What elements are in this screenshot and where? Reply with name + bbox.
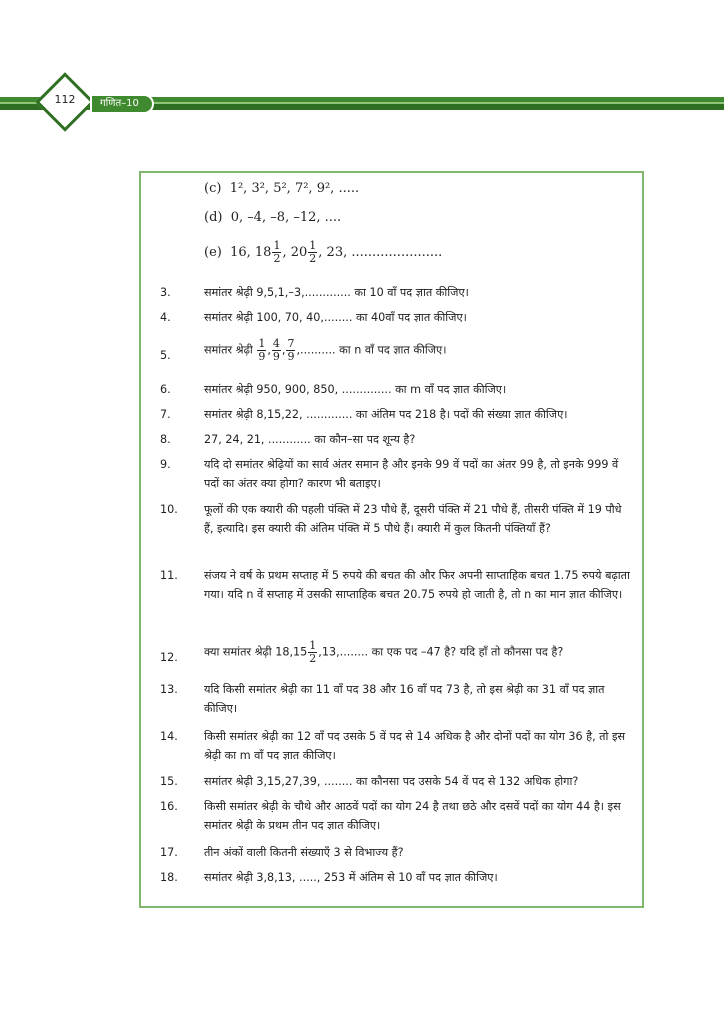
question-text: समांतर श्रेढ़ी 950, 900, 850, .............. का m वाँ पद ज्ञात कीजिए। <box>204 383 507 396</box>
question-11 <box>160 566 630 604</box>
question-16 <box>160 797 630 835</box>
book-title-tab: गणित–10 <box>90 94 154 114</box>
question-text: फूलों की एक क्यारी की पहली पंक्ति में 23 पौधे हैं, दूसरी पंक्ति में 21 पौधे हैं, तीसरी पंक्ति में 19 पौधे हैं, इत्यादि। इस क्यारी की अंतिम पंक्ति में 5 पौधे हैं। क्यारी में कुल कितनी पंक्तियाँ हैं? <box>204 503 622 535</box>
question-number: 18. <box>160 871 178 884</box>
question-text: समांतर श्रेढ़ी 100, 70, 40,........ का 40वाँ पद ज्ञात कीजिए। <box>204 311 467 324</box>
question-number: 14. <box>160 730 178 743</box>
question-number: 12. <box>160 651 178 664</box>
question-15 <box>160 772 630 791</box>
question-number: 15. <box>160 775 178 788</box>
question-3 <box>160 283 630 302</box>
fraction: $\frac{4}{9}$ <box>272 337 280 363</box>
fraction: $\frac{1}{2}$ <box>309 639 317 665</box>
question-number: 16. <box>160 800 178 813</box>
question-number: 4. <box>160 311 171 324</box>
question-number: 5. <box>160 349 171 362</box>
question-text: संजय ने वर्ष के प्रथम सप्ताह में 5 रुपये की बचत की और फिर अपनी साप्ताहिक बचत 1.75 रुपये बढ़ाता गया। यदि n वें सप्ताह में उसकी साप्ताहिक बचत 20.75 रुपये हो जाती है, तो n का मान ज्ञात कीजिए। <box>204 569 630 601</box>
question-number: 11. <box>160 569 178 582</box>
expr-mid: , 20 <box>282 245 308 260</box>
question-text: समांतर श्रेढ़ी 8,15,22, ............. का अंतिम पद 218 है। पदों की संख्या ज्ञात कीजिए। <box>204 408 568 421</box>
question-4 <box>160 308 630 327</box>
question-text: 27, 24, 21, ............ का कौन–सा पद शून्य है? <box>204 433 416 446</box>
question-text: समांतर श्रेढ़ी 3,15,27,39, ........ का कौनसा पद उसके 54 वें पद से 132 अधिक होगा? <box>204 775 579 788</box>
question-12 <box>160 640 630 665</box>
expr-lead: 16, 18 <box>230 245 272 260</box>
subpart-d <box>204 210 341 225</box>
question-text: समांतर श्रेढ़ी $\frac{1}{9}$ , $\frac{4}{9}$ , $\frac{7}{9}$ ,.......... का n वाँ पद ज्ञात कीजिए। <box>204 337 447 363</box>
fraction: $\frac{1}{2}$ <box>273 239 281 265</box>
fraction: $\frac{7}{9}$ <box>287 337 295 363</box>
question-text: क्या समांतर श्रेढ़ी 18,15 $\frac{1}{2}$ ,13,........ का एक पद –47 है? यदि हाँ तो कौनसा पद है? <box>204 639 564 665</box>
question-number: 13. <box>160 683 178 696</box>
question-14 <box>160 727 630 765</box>
question-6 <box>160 380 630 399</box>
question-number: 9. <box>160 458 171 471</box>
question-text: तीन अंकों वाली कितनी संख्याएँ 3 से विभाज्य हैं? <box>204 846 404 859</box>
subpart-expression: 1², 3², 5², 7², 9², ..... <box>229 181 360 196</box>
question-number: 8. <box>160 433 171 446</box>
question-text: किसी समांतर श्रेढ़ी के चौथे और आठवें पदों का योग 24 है तथा छठे और दसवें पदों का योग 44 है। इस समांतर श्रेढ़ी के प्रथम तीन पद ज्ञात कीजिए। <box>204 800 621 832</box>
question-number: 17. <box>160 846 178 859</box>
subpart-e <box>204 240 442 265</box>
question-text: समांतर श्रेढ़ी 3,8,13, ....., 253 में अंतिम से 10 वाँ पद ज्ञात कीजिए। <box>204 871 498 884</box>
question-10 <box>160 500 630 538</box>
question-text: किसी समांतर श्रेढ़ी का 12 वाँ पद उसके 5 वें पद से 14 अधिक है और दोनों पदों का योग 36 है, तो इस श्रेढ़ी का m वाँ पद ज्ञात कीजिए। <box>204 730 626 762</box>
expr-tail: , 23, ...................... <box>318 245 443 260</box>
subpart-expression: 0, –4, –8, –12, .... <box>230 210 342 225</box>
subpart-label: (e) <box>204 245 222 260</box>
question-8 <box>160 430 630 449</box>
question-text: यदि दो समांतर श्रेढ़ियों का सार्व अंतर समान है और इनके 99 वें पदों का अंतर 99 है, तो इनके 999 वें पदों का अंतर क्या होगा? कारण भी बताइए। <box>204 458 619 490</box>
page-number: 112 <box>54 93 76 106</box>
subpart-c <box>204 181 359 196</box>
question-17 <box>160 843 630 862</box>
fraction: $\frac{1}{9}$ <box>258 337 266 363</box>
question-9 <box>160 455 630 493</box>
question-text: समांतर श्रेढ़ी 9,5,1,–3,............. का 10 वाँ पद ज्ञात कीजिए। <box>204 286 469 299</box>
question-number: 7. <box>160 408 171 421</box>
question-text: यदि किसी समांतर श्रेढ़ी का 11 वाँ पद 38 और 16 वाँ पद 73 है, तो इस श्रेढ़ी का 31 वाँ पद ज्ञात कीजिए। <box>204 683 605 715</box>
fraction: $\frac{1}{2}$ <box>309 239 317 265</box>
question-number: 3. <box>160 286 171 299</box>
subpart-label: (c) <box>204 181 222 196</box>
question-13 <box>160 680 630 718</box>
question-number: 10. <box>160 503 178 516</box>
question-18 <box>160 868 630 887</box>
question-7 <box>160 405 630 424</box>
question-number: 6. <box>160 383 171 396</box>
subpart-label: (d) <box>204 210 223 225</box>
question-5 <box>160 338 630 363</box>
